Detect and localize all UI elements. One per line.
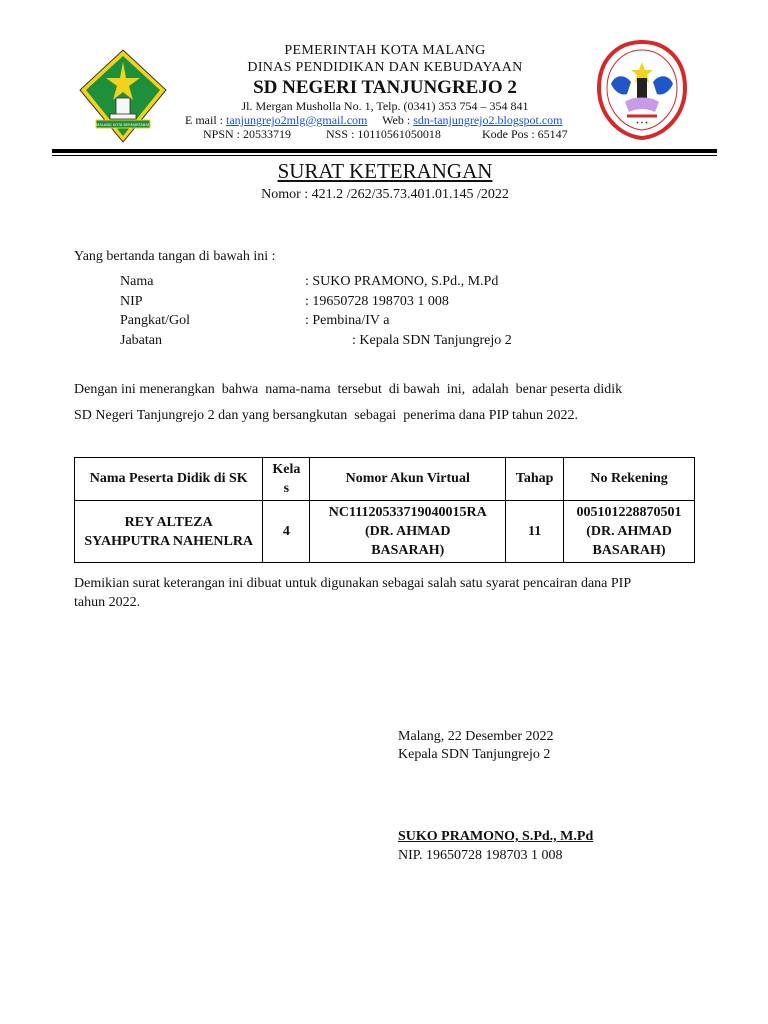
header-kelas xyxy=(263,458,310,501)
contact-line xyxy=(185,113,563,128)
header-rekening: No Rekening xyxy=(564,458,695,501)
cell-kelas: 4 xyxy=(263,501,310,563)
field-label-nip: NIP xyxy=(120,294,143,309)
field-value-nip: : 19650728 198703 1 008 xyxy=(305,294,449,309)
paragraph-line-2: SD Negeri Tanjungrejo 2 dan yang bersangkutan sebagai penerima dana PIP tahun 2022. xyxy=(74,408,579,423)
web-link[interactable]: sdn-tanjungrejo2.blogspot.com xyxy=(413,113,563,127)
header-gov-line: PEMERINTAH KOTA MALANG xyxy=(284,43,486,58)
school-address: Jl. Mergan Musholla No. 1, Telp. (0341) 353 754 – 354 841 xyxy=(241,99,529,113)
cell-rekening xyxy=(564,501,695,563)
paragraph-line-1: Dengan ini menerangkan bahwa nama-nama tersebut di bawah ini, adalah benar peserta didik xyxy=(74,382,623,397)
cell-va-l2: (DR. AHMAD xyxy=(364,524,451,539)
doc-number: Nomor : 421.2 /262/35.73.401.01.145 /2022 xyxy=(261,187,509,202)
intro-text: Yang bertanda tangan di bawah ini : xyxy=(74,249,276,264)
email-label: E mail : xyxy=(185,113,223,127)
nss: NSS : 10110561050018 xyxy=(326,127,441,141)
header-va: Nomor Akun Virtual xyxy=(310,458,506,501)
field-value-jabatan: : Kepala SDN Tanjungrejo 2 xyxy=(352,333,512,348)
cell-va xyxy=(310,501,506,563)
table-header-row xyxy=(75,458,695,501)
header-tahap: Tahap xyxy=(506,458,564,501)
cell-rek-l3: BASARAH) xyxy=(592,543,666,558)
header-divider-thick xyxy=(52,149,717,153)
kota-malang-logo xyxy=(78,48,168,144)
signer-name: SUKO PRAMONO, S.Pd., M.Pd xyxy=(398,829,594,844)
header-dept-line: DINAS PENDIDIKAN DAN KEBUDAYAAN xyxy=(247,60,523,75)
signer-position: Kepala SDN Tanjungrejo 2 xyxy=(398,747,551,762)
closing-line-1: Demikian surat keterangan ini dibuat untuk digunakan sebagai salah satu syarat pencairan dana PIP xyxy=(74,576,632,591)
school-name: SD NEGERI TANJUNGREJO 2 xyxy=(253,77,517,98)
header-nama: Nama Peserta Didik di SK xyxy=(75,458,263,501)
student-table xyxy=(74,457,695,563)
cell-rek-l2: (DR. AHMAD xyxy=(586,524,672,539)
cell-nama-l1: REY ALTEZA xyxy=(124,514,213,530)
left-logo-text: MALANG KOTA BERMARTABAT xyxy=(96,123,150,127)
web-label: Web : xyxy=(382,113,411,127)
field-value-pangkat: : Pembina/IV a xyxy=(305,313,390,328)
field-label-pangkat: Pangkat/Gol xyxy=(120,313,190,328)
header-kelas-l1: Kela xyxy=(272,462,301,477)
field-label-nama: Nama xyxy=(120,274,154,289)
cell-va-l3: BASARAH) xyxy=(371,543,445,558)
field-value-nama: : SUKO PRAMONO, S.Pd., M.Pd xyxy=(305,274,499,289)
svg-text:✦ ✦ ✦: ✦ ✦ ✦ xyxy=(635,120,649,125)
header-divider-thin xyxy=(52,155,717,156)
place-date: Malang, 22 Desember 2022 xyxy=(398,729,554,744)
field-label-jabatan: Jabatan xyxy=(120,333,162,348)
kode-pos: Kode Pos : 65147 xyxy=(482,127,568,141)
cell-va-l1: NC11120533719040015RA xyxy=(328,505,487,520)
cell-tahap: 11 xyxy=(506,501,564,563)
cell-nama xyxy=(75,501,263,563)
table-row xyxy=(75,501,695,563)
npsn: NPSN : 20533719 xyxy=(203,127,292,141)
email-link[interactable]: tanjungrejo2mlg@gmail.com xyxy=(226,113,368,127)
closing-line-2: tahun 2022. xyxy=(74,595,141,610)
cell-nama-l2: SYAHPUTRA NAHENLRA xyxy=(84,533,254,549)
header-kelas-l2: s xyxy=(283,481,290,496)
school-logo xyxy=(597,40,687,140)
signer-nip: NIP. 19650728 198703 1 008 xyxy=(398,848,563,863)
cell-rek-l1: 005101228870501 xyxy=(576,505,682,520)
doc-title: SURAT KETERANGAN xyxy=(277,159,493,183)
